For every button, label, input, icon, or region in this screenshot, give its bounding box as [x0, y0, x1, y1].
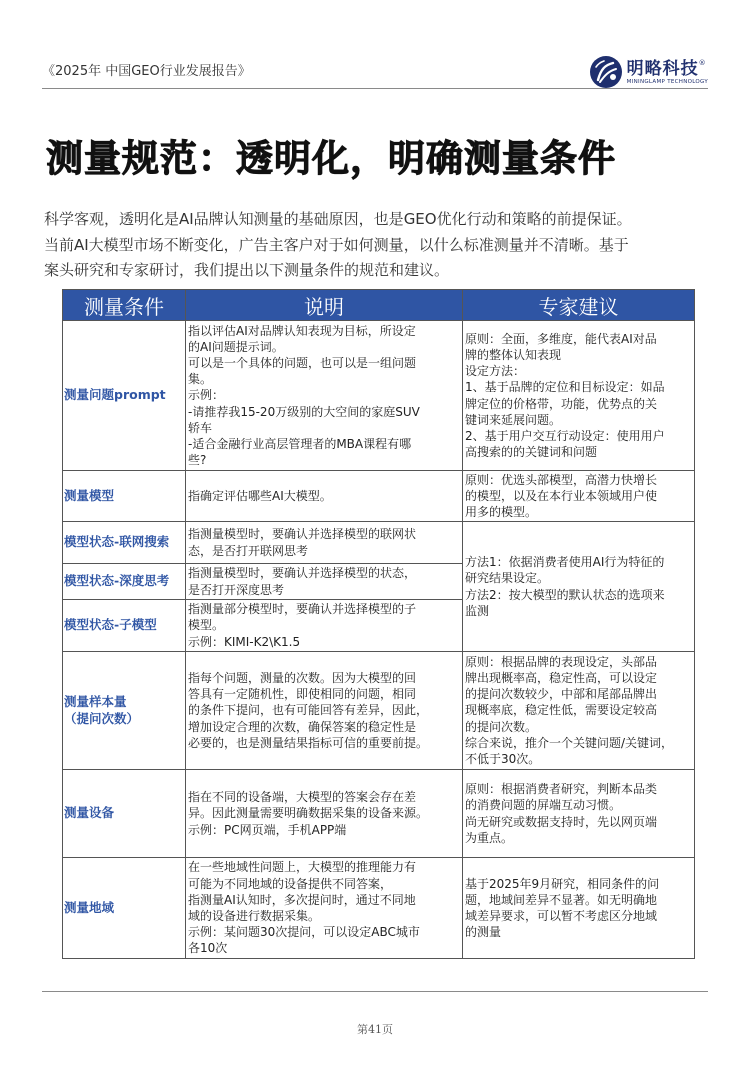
advice-line: 高搜索的的关键词和问题: [465, 445, 598, 460]
description-line: -适合金融行业高层管理者的MBA课程有哪: [188, 437, 412, 451]
advice-line: 键词来延展问题。: [465, 412, 562, 427]
description-line: 异。因此测量需要明确数据采集的设备来源。: [188, 806, 429, 821]
description-line: 答具有一定随机性，即使相同的问题，相同: [188, 687, 417, 702]
advice-line: 方法2：按大模型的默认状态的选项来: [465, 587, 665, 602]
logo-mark-icon: [589, 55, 623, 89]
logo-english-name: MININGLAMP TECHNOLOGY: [626, 78, 708, 85]
advice-line: 基于2025年9月研究，相同条件的问: [465, 876, 660, 891]
advice-line: 域差异要求，可以暂不考虑区分地域: [465, 909, 658, 923]
description-cell: [186, 564, 463, 600]
header-divider: [42, 88, 708, 89]
advice-line: 的提问次数。: [465, 719, 538, 734]
logo-name: 明略科技: [626, 58, 699, 79]
intro-line: 科学客观，透明化是AI品牌认知测量的基础原因，也是GEO优化行动和策略的前提保证。: [44, 210, 632, 228]
condition-cell: [63, 770, 186, 858]
description-line: 可能为不同地域的设备提供不同答案，: [188, 876, 393, 891]
advice-line: 研究结果设定。: [465, 571, 550, 586]
table-row: [63, 522, 695, 564]
description-line: 些?: [188, 453, 207, 468]
description-line: 指每个问题，测量的次数。因为大模型的回: [188, 670, 417, 685]
description-cell: [186, 471, 463, 522]
advice-cell: [463, 321, 695, 471]
description-line: 集。: [188, 372, 213, 387]
condition-cell: [63, 858, 186, 959]
condition-cell: [63, 522, 186, 564]
condition-cell: [63, 471, 186, 522]
advice-line: 原则：全面，多维度，能代表AI对品: [465, 331, 657, 346]
advice-line: 2、基于用户交互行动设定：使用用户: [465, 428, 665, 443]
advice-line: 题，地域间差异不显著。如无明确地: [465, 892, 658, 907]
condition-text: 测量设备: [64, 805, 115, 821]
advice-line: 现概率底，稳定性低，需要设定较高: [465, 703, 658, 718]
description-cell: [186, 522, 463, 564]
intro-paragraph: [44, 207, 710, 284]
table-row: [63, 770, 695, 858]
condition-text: 测量地域: [64, 899, 115, 915]
condition-text: 测量样本量: [64, 694, 127, 710]
advice-cell: [463, 652, 695, 770]
intro-line: 当前AI大模型市场不断变化，广告主客户对于如何测量，以什么标准测量并不清晰。基于: [44, 235, 629, 254]
description-line: 的AI问题提示词。: [188, 339, 284, 354]
advice-line: 的模型，以及在本行业本领域用户使: [465, 488, 658, 503]
description-line: 态，是否打开联网思考: [188, 543, 309, 558]
condition-text: 测量问题prompt: [64, 387, 166, 403]
description-line: 指测量部分模型时，要确认并选择模型的子: [188, 602, 417, 617]
condition-text: 测量模型: [64, 487, 115, 503]
advice-line: 用多的模型。: [465, 505, 538, 520]
description-line: 可以是一个具体的问题，也可以是一组问题: [188, 355, 417, 370]
condition-cell: [63, 652, 186, 770]
report-title: 《2025年 中国GEO行业发展报告》: [42, 64, 251, 79]
advice-line: 1、基于品牌的定位和目标设定：如品: [465, 380, 665, 395]
advice-line: 监测: [465, 603, 490, 618]
description-line: 在一些地域性问题上，大模型的推理能力有: [188, 860, 417, 875]
advice-line: 牌的整体认知表现: [465, 347, 562, 362]
advice-cell: [463, 522, 695, 652]
description-cell: [186, 652, 463, 770]
advice-line: 为重点。: [465, 830, 514, 845]
logo-registered-mark: ®: [698, 58, 706, 67]
description-cell: [186, 858, 463, 959]
condition-cell: [63, 564, 186, 600]
table-row: [63, 321, 695, 471]
description-line: 必要的，也是测量结果指标可信的重要前提。: [188, 735, 429, 750]
description-line: 指以评估AI对品牌认知表现为目标，所设定: [188, 323, 416, 338]
description-cell: [186, 600, 463, 652]
condition-text: 模型状态-深度思考: [64, 573, 170, 589]
advice-line: 牌出现概率高，稳定性高，可以设定: [465, 670, 658, 685]
measurement-spec-table: [62, 289, 695, 959]
description-line: 示例：PC网页端，手机APP端: [188, 822, 347, 837]
description-line: 示例：某问题30次提问，可以设定ABC城市: [188, 925, 420, 940]
advice-line: 原则：根据消费者研究，判断本品类: [465, 782, 658, 797]
advice-line: 方法1：依据消费者使用AI行为特征的: [465, 555, 665, 570]
description-line: 指测量AI认知时，多次提问时，通过不同地: [188, 892, 416, 907]
header-advice: 专家建议: [463, 290, 695, 321]
description-line: 模型。: [188, 618, 225, 633]
footer-divider: [42, 991, 708, 992]
description-line: 的条件下提问，也有可能回答有差异，因此，: [188, 703, 429, 718]
table-row: [63, 652, 695, 770]
condition-text: （提问次数）: [64, 710, 140, 726]
description-line: 指测量模型时，要确认并选择模型的状态，: [188, 566, 417, 581]
description-line: 域的设备进行数据采集。: [188, 909, 321, 923]
description-line: 示例：: [188, 388, 225, 403]
advice-cell: [463, 858, 695, 959]
advice-cell: [463, 770, 695, 858]
advice-line: 的测量: [465, 925, 502, 940]
advice-line: 的消费问题的屏端互动习惯。: [465, 798, 622, 813]
advice-cell: [463, 471, 695, 522]
description-line: 指确定评估哪些AI大模型。: [188, 488, 332, 503]
advice-line: 原则：根据品牌的表现设定，头部品: [465, 654, 658, 669]
description-line: 是否打开深度思考: [188, 582, 285, 597]
description-cell: [186, 770, 463, 858]
intro-line: 案头研究和专家研讨，我们提出以下测量条件的规范和建议。: [44, 261, 450, 279]
table-header-row: [63, 290, 695, 321]
advice-line: 的提问次数较少，中部和尾部品牌出: [465, 687, 658, 702]
page-number: 第41页: [357, 1023, 393, 1036]
header-condition: 测量条件: [63, 290, 186, 321]
description-line: 轿车: [188, 420, 213, 435]
condition-cell: [63, 600, 186, 652]
advice-line: 不低于30次。: [465, 752, 541, 766]
page-header: [42, 52, 708, 92]
description-line: 各10次: [188, 941, 228, 956]
company-logo: [589, 52, 708, 92]
description-line: 增加设定合理的次数，确保答案的稳定性是: [188, 719, 417, 734]
description-cell: [186, 321, 463, 471]
description-line: -请推荐我15-20万级别的大空间的家庭SUV: [188, 404, 420, 419]
header-description: 说明: [186, 290, 463, 321]
description-line: 指测量模型时，要确认并选择模型的联网状: [188, 527, 417, 542]
advice-line: 原则：优选头部模型，高潜力快增长: [465, 472, 658, 487]
advice-line: 设定方法：: [465, 364, 526, 379]
condition-text: 模型状态-子模型: [64, 617, 157, 633]
advice-line: 综合来说，推介一个关键问题/关键词，: [465, 735, 674, 750]
page-title: 测量规范：透明化，明确测量条件: [46, 137, 616, 180]
advice-line: 牌定位的价格带，功能，优势点的关: [465, 396, 658, 411]
description-line: 指在不同的设备端，大模型的答案会存在差: [188, 790, 417, 805]
table-row: [63, 858, 695, 959]
condition-cell: [63, 321, 186, 471]
advice-line: 尚无研究或数据支持时，先以网页端: [465, 814, 658, 829]
condition-text: 模型状态-联网搜索: [64, 534, 170, 550]
table-row: [63, 471, 695, 522]
description-line: 示例：KIMI-K2\K1.5: [188, 634, 301, 649]
